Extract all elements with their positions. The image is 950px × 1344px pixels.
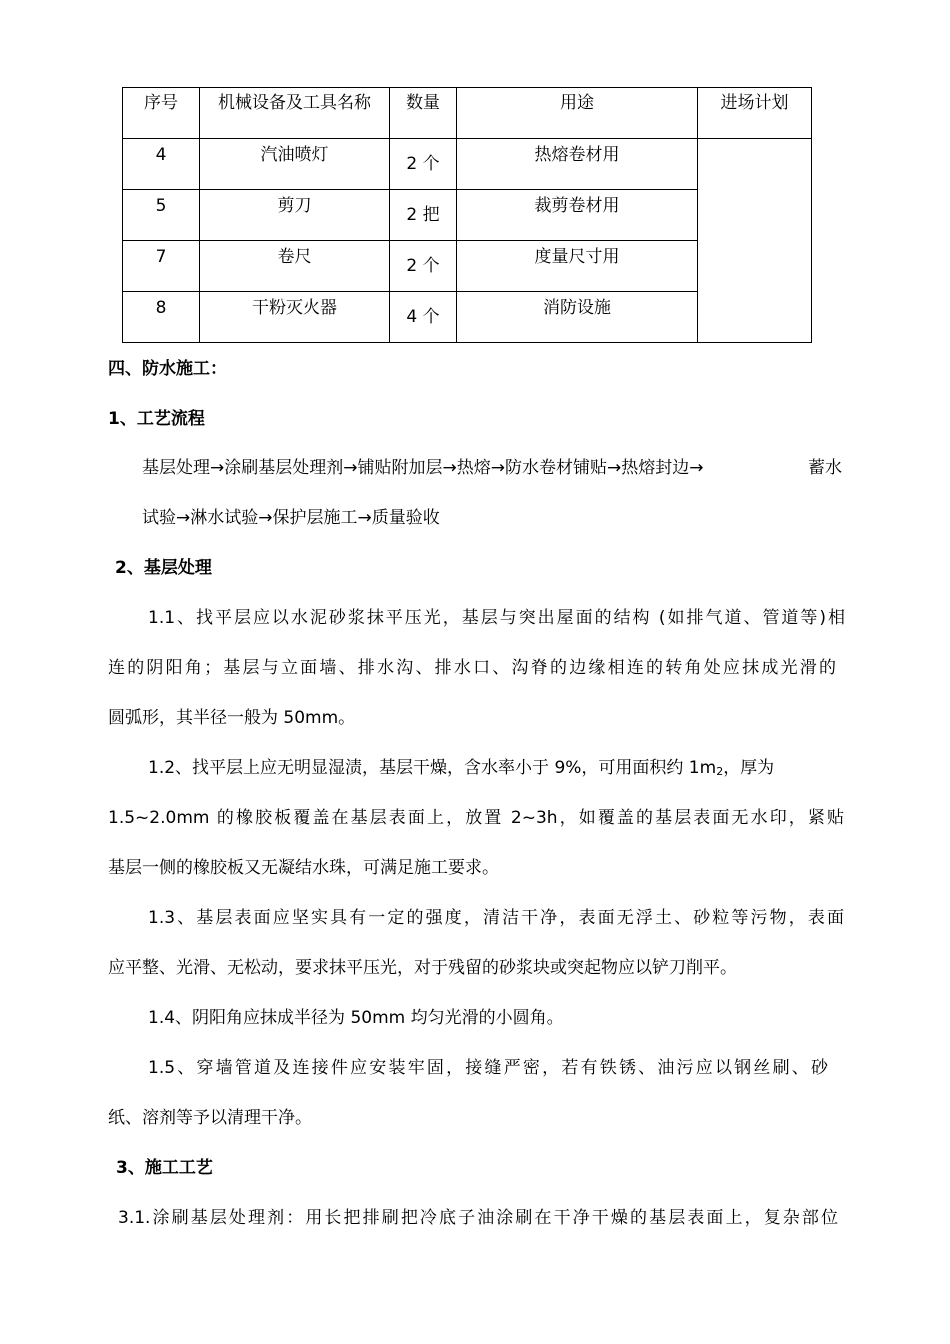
cell-name: 卷尺: [200, 241, 390, 292]
subsection-heading: 2、基层处理: [115, 558, 212, 578]
header-no: 序号: [123, 88, 200, 139]
flow-line-end: 蓄水: [808, 458, 842, 478]
paragraph-text: ，厚为: [723, 758, 775, 778]
paragraph-line: 1.5~2.0mm 的橡胶板覆盖在基层表面上，放置 2~3h，如覆盖的基层表面无水印，紧贴: [108, 808, 844, 828]
paragraph-line: [148, 757, 845, 781]
cell-use: 消防设施: [457, 292, 698, 343]
header-name: 机械设备及工具名称: [200, 88, 390, 139]
flow-line: 基层处理→涂刷基层处理剂→铺贴附加层→热熔→防水卷材铺贴→热熔封边→: [142, 458, 704, 478]
header-qty: 数量: [390, 88, 457, 139]
paragraph-line: 1.3、基层表面应坚实具有一定的强度，清洁干净，表面无浮土、砂粒等污物，表面: [148, 908, 844, 928]
cell-name: 汽油喷灯: [200, 139, 390, 190]
paragraph-line: 基层一侧的橡胶板又无凝结水珠，可满足施工要求。: [108, 858, 499, 878]
unit-subscript: 2: [716, 765, 724, 778]
paragraph-line: 3.1.涂刷基层处理剂：用长把排刷把冷底子油涂刷在干净干燥的基层表面上，复杂部位: [118, 1208, 838, 1228]
cell-qty: 2 个: [390, 139, 457, 190]
equipment-table: [122, 87, 812, 343]
cell-no: 7: [123, 241, 200, 292]
cell-qty: 4 个: [390, 292, 457, 343]
paragraph-line: 1.4、阴阳角应抹成半径为 50mm 均匀光滑的小圆角。: [148, 1008, 564, 1028]
cell-plan: [698, 139, 812, 343]
subsection-heading: 1、工艺流程: [108, 409, 205, 429]
cell-no: 8: [123, 292, 200, 343]
cell-name: 剪刀: [200, 190, 390, 241]
paragraph-line: 圆弧形，其半径一般为 50mm。: [108, 708, 356, 728]
table-header-row: [123, 88, 812, 139]
paragraph-line: 1.5、穿墙管道及连接件应安装牢固，接缝严密，若有铁锈、油污应以钢丝刷、砂: [148, 1058, 828, 1078]
paragraph-line: 纸、溶剂等予以清理干净。: [108, 1108, 312, 1128]
cell-no: 5: [123, 190, 200, 241]
subsection-heading: 3、施工工艺: [116, 1158, 213, 1178]
paragraph-line: 应平整、光滑、无松动，要求抹平压光，对于残留的砂浆块或突起物应以铲刀削平。: [108, 958, 737, 978]
header-use: 用途: [457, 88, 698, 139]
paragraph-line: 连的阴阳角；基层与立面墙、排水沟、排水口、沟脊的边缘相连的转角处应抹成光滑的: [108, 658, 836, 678]
flow-line: 试验→淋水试验→保护层施工→质量验收: [142, 508, 440, 528]
header-plan: 进场计划: [698, 88, 812, 139]
cell-use: 热熔卷材用: [457, 139, 698, 190]
paragraph-line: 1.1、找平层应以水泥砂浆抹平压光，基层与突出屋面的结构 (如排气道、管道等)相: [148, 608, 845, 628]
section-heading: 四、防水施工：: [108, 359, 227, 379]
cell-qty: 2 把: [390, 190, 457, 241]
cell-name: 干粉灭火器: [200, 292, 390, 343]
cell-no: 4: [123, 139, 200, 190]
cell-use: 度量尺寸用: [457, 241, 698, 292]
paragraph-text: 1.2、找平层上应无明显湿渍，基层干燥，含水率小于 9%，可用面积约 1m: [148, 758, 717, 778]
cell-qty: 2 个: [390, 241, 457, 292]
cell-use: 裁剪卷材用: [457, 190, 698, 241]
table-row: [123, 139, 812, 190]
